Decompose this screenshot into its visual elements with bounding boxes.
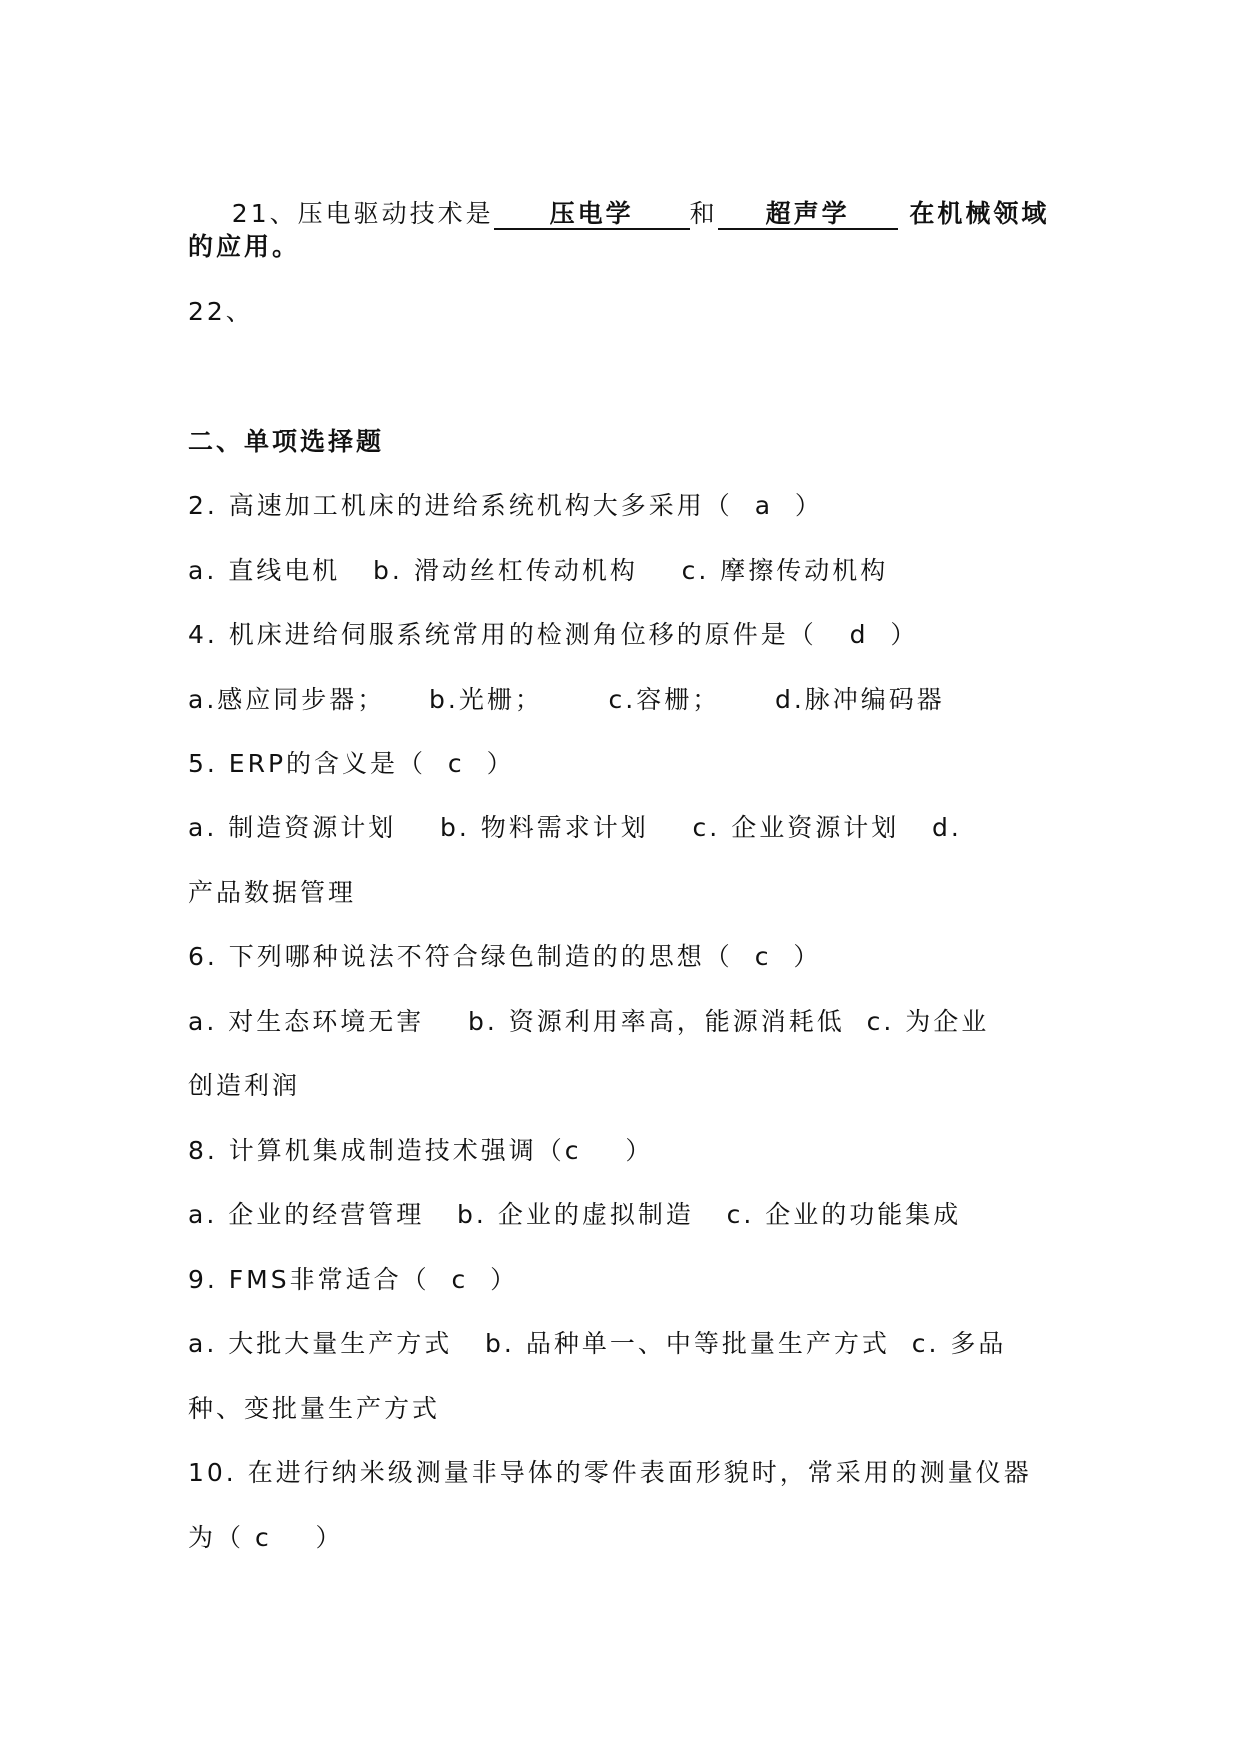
question-6-options-continuation: 创造利润 [188,1071,301,1100]
question-6: 6. 下列哪种说法不符合绿色制造的的思想（ c ） [188,942,822,971]
answer-blank-piezoelectricity: 压电学 [494,200,690,230]
question-9-options-continuation: 种、变批量生产方式 [188,1394,441,1423]
question-10: 10. 在进行纳米级测量非导体的零件表面形貌时，常采用的测量仪器 [188,1458,1032,1487]
question-21-prefix: 21、压电驱动技术是 [231,199,494,228]
answer-blank-ultrasonics: 超声学 [718,200,898,230]
question-4: 4. 机床进给伺服系统常用的检测角位移的原件是（ d ） [188,620,919,649]
question-21-middle: 和 [689,199,718,228]
question-2: 2. 高速加工机床的进给系统机构大多采用（ a ） [188,491,823,520]
question-21-continuation: 的应用。 [188,232,301,261]
question-4-options: a.感应同步器； b.光栅； c.容栅； d.脉冲编码器 [188,685,945,714]
question-10-continuation: 为（ c ） [188,1523,344,1552]
question-5-options-continuation: 产品数据管理 [188,878,357,907]
question-5: 5. ERP的含义是（ c ） [188,749,515,778]
question-22: 22、 [188,297,254,326]
question-5-options: a. 制造资源计划 b. 物料需求计划 c. 企业资源计划 d. [188,813,962,842]
question-9-options: a. 大批大量生产方式 b. 品种单一、中等批量生产方式 c. 多品 [188,1329,1007,1358]
question-9: 9. FMS非常适合（ c ） [188,1265,519,1294]
question-21 [188,166,1049,262]
question-2-options: a. 直线电机 b. 滑动丝杠传动机构 c. 摩擦传动机构 [188,556,889,585]
question-8: 8. 计算机集成制造技术强调（c ） [188,1136,654,1165]
question-8-options: a. 企业的经营管理 b. 企业的虚拟制造 c. 企业的功能集成 [188,1200,962,1229]
question-21-suffix: 在机械领域 [897,199,1050,228]
section-heading-single-choice: 二、单项选择题 [188,427,385,456]
question-6-options: a. 对生态环境无害 b. 资源利用率高，能源消耗低 c. 为企业 [188,1007,990,1036]
